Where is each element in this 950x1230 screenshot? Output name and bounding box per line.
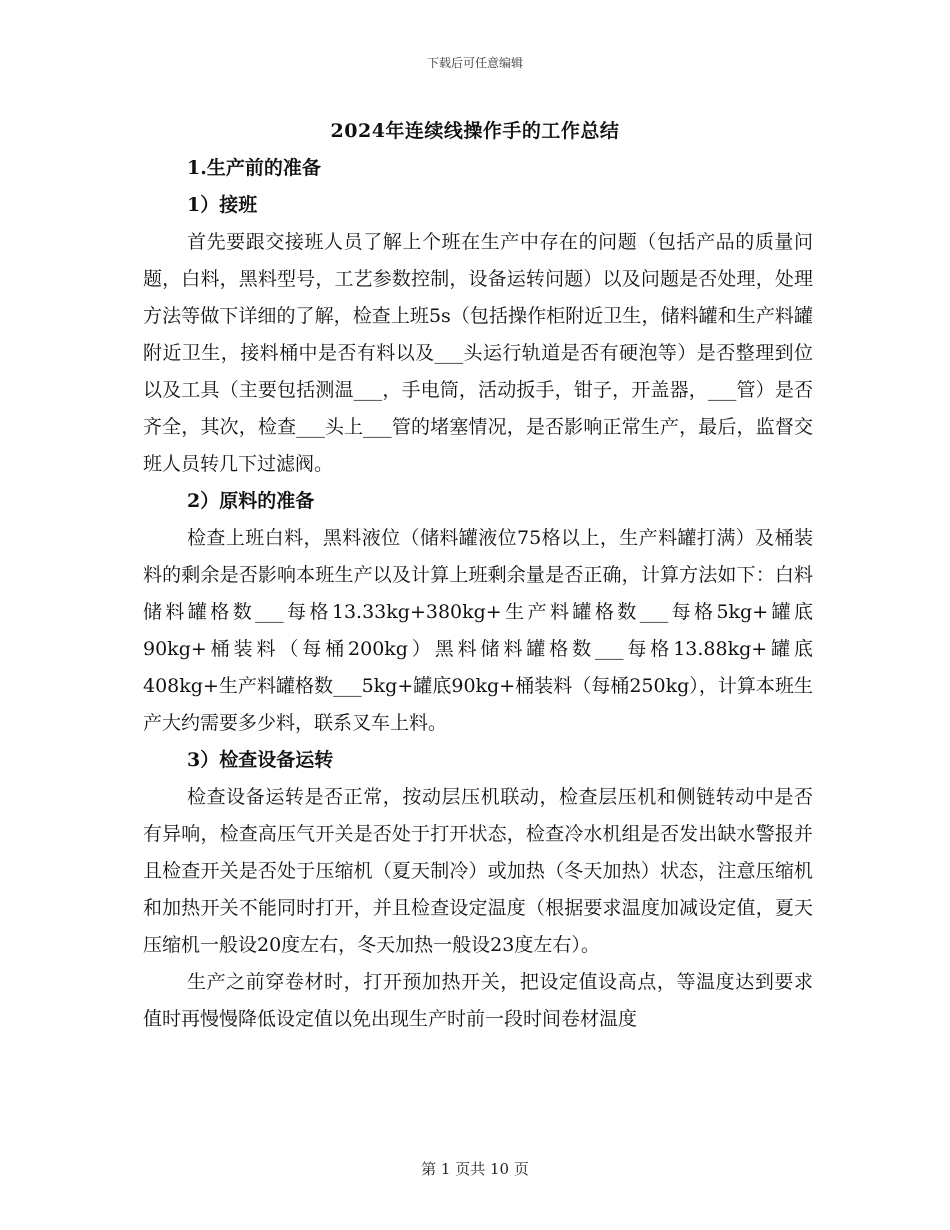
- paragraph-preheating: 生产之前穿卷材时，打开预加热开关，把设定值设高点，等温度达到要求值时再慢慢降低设定值以免出现生产时前一段时间卷材温度: [143, 971, 813, 1030]
- section-heading-preparation: 1.生产前的准备: [187, 157, 321, 179]
- header-note: 下载后可任意编辑: [426, 56, 523, 70]
- paragraph-equipment-check: 检查设备运转是否正常，按动层压机联动，检查层压机和侧链转动中是否有异响，检查高压气开关是否处于打开状态，检查冷水机组是否发出缺水警报并且检查开关是否处于压缩机（夏天制冷）或加热（冬天加热）状态，注意压缩机和加热开关不能同时打开，并且检查设定温度（根据要求温度加减设定值，夏天压缩机一般设20度左右，冬天加热一般设23度左右）。: [143, 786, 813, 956]
- paragraph-material-preparation: 检查上班白料，黑料液位（储料罐液位75格以上，生产料罐打满）及桶装料的剩余是否影响本班生产以及计算上班剩余量是否正确，计算方法如下：白料储料罐格数___每格13.33kg+380kg+生产料罐格数___每格5kg+罐底90kg+桶装料（每桶200kg）黑料储料罐格数___每格13.88kg+罐底408kg+生产料罐格数___5kg+罐底90kg+桶装料（每桶250kg），计算本班生产大约需要多少料，联系叉车上料。: [143, 527, 813, 734]
- page-footer: 第 1 页共 10 页: [421, 1160, 529, 1178]
- subsection-heading-equipment-check: 3）检查设备运转: [187, 749, 334, 771]
- subsection-heading-shift-handover: 1）接班: [187, 194, 258, 216]
- subsection-heading-material-preparation: 2）原料的准备: [187, 490, 315, 512]
- paragraph-shift-handover: 首先要跟交接班人员了解上个班在生产中存在的问题（包括产品的质量问题，白料，黑料型号，工艺参数控制，设备运转问题）以及问题是否处理，处理方法等做下详细的了解，检查上班5s（包括操作柜附近卫生，储料罐和生产料罐附近卫生，接料桶中是否有料以及___头运行轨道是否有硬泡等）是否整理到位以及工具（主要包括测温___，手电筒，活动扳手，钳子，开盖器，___管）是否齐全，其次，检查___头上___管的堵塞情况，是否影响正常生产，最后，监督交班人员转几下过滤阀。: [143, 231, 813, 475]
- document-body: [143, 150, 813, 1038]
- document-title: 2024年连续线操作手的工作总结: [330, 120, 620, 142]
